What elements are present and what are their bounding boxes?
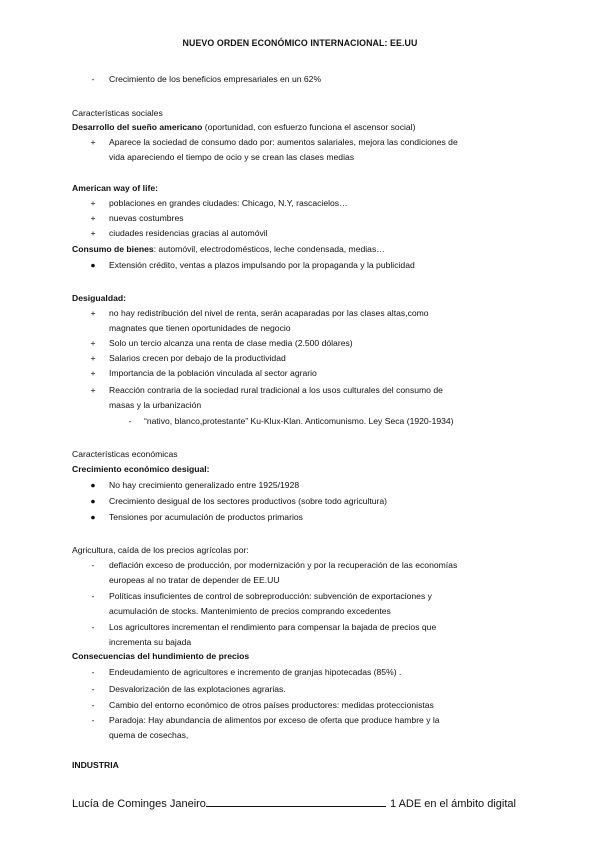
footer-rule — [206, 806, 386, 807]
dream-item-line1: Aparece la sociedad de consumo dado por: aumentos salariales, mejora las condiciones de — [109, 137, 458, 147]
agriculture-item-cont: acumulación de stocks. Mantenimiento de precios comprando excedentes — [109, 606, 391, 616]
inequality-item-cont: magnates que tienen oportunidades de negocio — [109, 323, 291, 333]
inequality-heading: Desigualdad: — [72, 293, 126, 303]
inequality-item: Importancia de la población vinculada al sector agrario — [109, 368, 317, 378]
economic-item: Crecimiento desigual de los sectores productivos (sobre todo agricultura) — [109, 496, 388, 506]
bullet-marker: ● — [90, 496, 96, 506]
economic-heading: Características económicas — [72, 449, 178, 459]
dash-marker: - — [91, 622, 95, 632]
consequence-item: Cambio del entorno económico de otros países productores: medidas proteccionistas — [109, 700, 434, 710]
consequence-item: Desvalorización de las explotaciones agrarias. — [109, 684, 286, 694]
intro-item: Crecimiento de los beneficios empresariales en un 62% — [109, 74, 322, 84]
plus-marker: + — [90, 368, 96, 378]
dream-rest: (oportunidad, con esfuerzo funciona el ascensor social) — [202, 122, 416, 132]
agriculture-heading: Agricultura, caída de los precios agrícolas por: — [72, 545, 249, 555]
inequality-item: no hay redistribución del nivel de renta, serán acaparadas por las clases altas,como — [109, 308, 429, 318]
footer-course: 1 ADE en el ámbito digital — [390, 798, 516, 810]
plus-marker: + — [90, 213, 96, 223]
agriculture-item: Los agricultores incrementan el rendimiento para compensar la bajada de precios que — [109, 622, 437, 632]
plus-marker: + — [90, 353, 96, 363]
social-heading: Características sociales — [72, 108, 163, 118]
consumo-item: Extensión crédito, ventas a plazos impulsando por la propaganda y la publicidad — [109, 260, 415, 270]
bullet-marker: ● — [90, 260, 96, 270]
consequence-item: Paradoja: Hay abundancia de alimentos por exceso de oferta que produce hambre y la — [109, 715, 440, 725]
dash-marker: - — [91, 667, 95, 677]
consumo-line — [72, 242, 385, 256]
inequality-item: Solo un tercio alcanza una renta de clase media (2.500 dólares) — [109, 338, 353, 348]
consequence-item-cont: quema de cosechas, — [109, 730, 189, 740]
economic-item: Tensiones por acumulación de productos primarios — [109, 512, 303, 522]
dash-marker: - — [91, 74, 95, 84]
inequality-subitem: “nativo, blanco,protestante” Ku-Klux-Klan. Anticomunismo. Ley Seca (1920-1934) — [144, 416, 454, 426]
bullet-marker: ● — [90, 512, 96, 522]
inequality-item: Salarios crecen por debajo de la productividad — [109, 353, 286, 363]
plus-marker: + — [90, 198, 96, 208]
industry-heading: INDUSTRIA — [72, 760, 119, 770]
economic-item: No hay crecimiento generalizado entre 1925/1928 — [109, 480, 300, 490]
bullet-marker: ● — [90, 480, 96, 490]
awol-item: ciudades residencias gracias al automóvil — [109, 228, 268, 238]
plus-marker: + — [90, 308, 96, 318]
economic-subheading: Crecimiento económico desigual: — [72, 464, 210, 474]
consumo-rest: : automóvil, electrodomésticos, leche condensada, medias… — [153, 244, 385, 254]
awol-item: nuevas costumbres — [109, 213, 184, 223]
plus-marker: + — [90, 228, 96, 238]
agriculture-item-cont: europeas al no tratar de depender de EE.UU — [109, 575, 280, 585]
plus-marker: + — [90, 385, 96, 395]
dream-line — [72, 120, 415, 134]
footer-author: Lucía de Cominges Janeiro — [72, 798, 206, 810]
dream-item-line2: vida apareciendo el tiempo de ocio y se crean las clases medias — [109, 152, 355, 162]
awol-heading: American way of life: — [72, 183, 158, 193]
page-title: NUEVO ORDEN ECONÓMICO INTERNACIONAL: EE.UU — [182, 38, 418, 48]
consumo-label: Consumo de bienes — [72, 244, 154, 254]
dream-label: Desarrollo del sueño americano — [72, 122, 203, 132]
plus-marker: + — [90, 338, 96, 348]
inequality-item: Reacción contraria de la sociedad rural tradicional a los usos culturales del consumo de — [109, 385, 443, 395]
dash-marker: - — [91, 715, 95, 725]
plus-marker: + — [90, 137, 96, 147]
inequality-item-cont: masas y la urbanización — [109, 400, 202, 410]
dash-marker: - — [91, 591, 95, 601]
agriculture-item: Políticas insuficientes de control de sobreproducción: subvención de exportaciones y — [109, 591, 432, 601]
dash-marker: - — [91, 684, 95, 694]
agriculture-item: deflación exceso de producción, por modernización y por la recuperación de las economías — [109, 560, 458, 570]
consequences-heading: Consecuencias del hundimiento de precios — [72, 651, 250, 661]
dash-marker: - — [91, 700, 95, 710]
dash-marker: - — [128, 416, 132, 426]
awol-item: poblaciones en grandes ciudades: Chicago, N.Y, rascacielos… — [109, 198, 348, 208]
agriculture-item-cont: incrementa su bajada — [109, 637, 192, 647]
consequence-item: Endeudamiento de agricultores e incremento de granjas hipotecadas (85%) . — [109, 667, 402, 677]
dash-marker: - — [91, 560, 95, 570]
